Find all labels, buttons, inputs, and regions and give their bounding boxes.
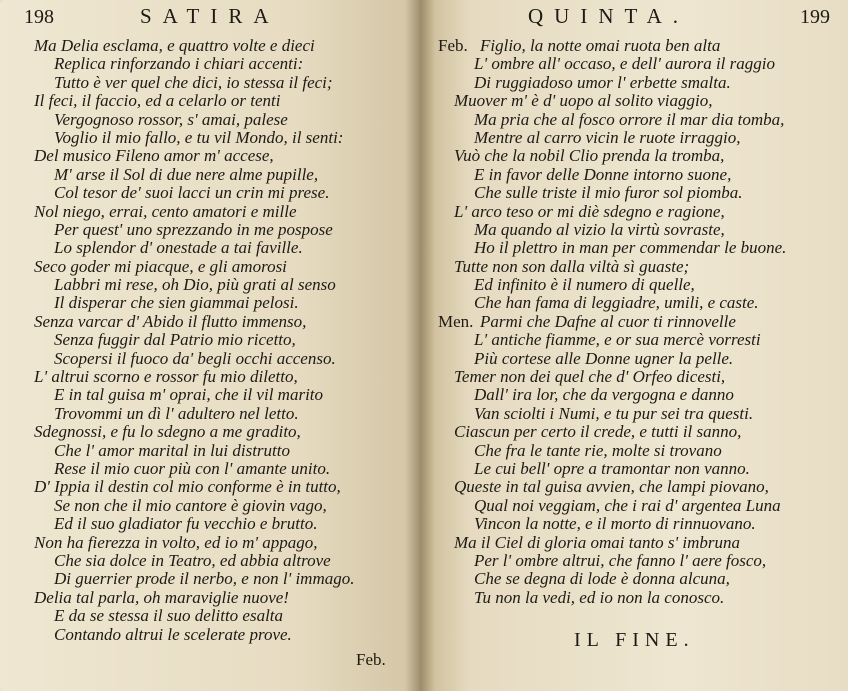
verse-text: Non ha fierezza in volto, ed io m' appago, bbox=[34, 532, 318, 552]
verse-text: L' ombre all' occaso, e dell' aurora il raggio bbox=[474, 54, 775, 74]
verse-line bbox=[438, 311, 848, 331]
verse-text: L' arco teso or mi diè sdegno e ragione, bbox=[454, 201, 725, 221]
verse-text: Il disperar che sien giammai pelosi. bbox=[54, 293, 299, 313]
speaker-label: Men. bbox=[438, 311, 474, 331]
verse-line bbox=[454, 111, 848, 129]
verse-text: Che fra le tante rie, molte si trovano bbox=[474, 440, 722, 460]
verse-text: Labbri mi rese, oh Dio, più grati al senso bbox=[54, 275, 336, 295]
verse-line bbox=[454, 478, 848, 496]
verse-line bbox=[34, 55, 420, 73]
left-catchword: Feb. bbox=[356, 650, 386, 669]
verse-text: D' Ippia il destin col mio conforme è in tutto, bbox=[34, 477, 341, 497]
verse-line bbox=[454, 203, 848, 221]
verse-text: Replica rinforzando i chiari accenti: bbox=[54, 54, 304, 74]
verse-text: Senza fuggir dal Patrio mio ricetto, bbox=[54, 330, 296, 350]
verse-line bbox=[454, 386, 848, 404]
verse-line bbox=[454, 221, 848, 239]
left-page-header bbox=[0, 2, 420, 36]
verse-text: Tutte non son dalla viltà sì guaste; bbox=[454, 256, 690, 276]
verse-text: Nol niego, errai, cento amatori e mille bbox=[34, 201, 297, 221]
verse-text: Ma il Ciel di gloria omai tanto s' imbruna bbox=[454, 532, 741, 552]
verse-line bbox=[454, 497, 848, 515]
verse-text: Scopersi il fuoco da' begli occhi accenso. bbox=[54, 348, 336, 368]
verse-text: Temer non dei quel che d' Orfeo dicesti, bbox=[454, 367, 726, 387]
verse-text: Van sciolti i Numi, e tu pur sei tra questi. bbox=[474, 403, 754, 423]
left-page bbox=[0, 0, 420, 691]
verse-line bbox=[34, 331, 420, 349]
verse-text: Col tesor de' suoi lacci un crin mi prese. bbox=[54, 183, 330, 203]
verse-text: L' altrui scorno e rossor fu mio diletto, bbox=[34, 367, 298, 387]
verse-text: Delia tal parla, oh maraviglie nuove! bbox=[34, 587, 289, 607]
verse-line bbox=[34, 552, 420, 570]
right-page-number: 199 bbox=[800, 6, 830, 28]
verse-text: Rese il mio cuor più con l' amante unito. bbox=[54, 458, 331, 478]
verse-text: Più cortese alle Donne ugner la pelle. bbox=[474, 348, 734, 368]
verse-line bbox=[34, 386, 420, 404]
verse-text: Seco goder mi piacque, e gli amorosi bbox=[34, 256, 287, 276]
verse-text: Figlio, la notte omai ruota ben alta bbox=[480, 36, 721, 55]
verse-text: Ed il suo gladiator fu vecchio e brutto. bbox=[54, 514, 318, 534]
verse-line bbox=[34, 184, 420, 202]
verse-line bbox=[454, 276, 848, 294]
verse-text: Mentre al carro vicin le ruote irraggio, bbox=[474, 127, 741, 147]
verse-line bbox=[454, 184, 848, 202]
verse-line bbox=[34, 534, 420, 552]
verse-text: Trovommi un dì l' adultero nel letto. bbox=[54, 403, 299, 423]
verse-line bbox=[454, 92, 848, 110]
verse-text: Queste in tal guisa avvien, che lampi piovano, bbox=[454, 477, 769, 497]
verse-line bbox=[454, 405, 848, 423]
verse-text: Senza varcar d' Abido il flutto immenso, bbox=[34, 311, 307, 331]
verse-text: E in favor delle Donne intorno suone, bbox=[474, 164, 732, 184]
verse-line bbox=[454, 423, 848, 441]
left-page-number: 198 bbox=[24, 6, 54, 28]
verse-text: Che sulle triste il mio furor sol piomba. bbox=[474, 183, 743, 203]
verse-text: Vuò che la nobil Clio prenda la tromba, bbox=[454, 146, 725, 166]
verse-text: Che l' amor marital in lui distrutto bbox=[54, 440, 290, 460]
right-page bbox=[420, 0, 848, 691]
verse-text: Tu non la vedi, ed io non la conosco. bbox=[474, 587, 725, 607]
verse-text: Il feci, il faccio, ed a celarlo or tenti bbox=[34, 91, 281, 111]
verse-line bbox=[34, 442, 420, 460]
verse-line bbox=[34, 203, 420, 221]
verse-text: Dall' ira lor, che da vergogna e danno bbox=[474, 385, 734, 405]
verse-text: Ciascun per certo il crede, e tutti il sanno, bbox=[454, 422, 742, 442]
verse-text: Ma Delia esclama, e quattro volte e dieci bbox=[34, 36, 315, 55]
verse-line bbox=[454, 129, 848, 147]
verse-line bbox=[454, 368, 848, 386]
verse-line bbox=[34, 607, 420, 625]
verse-line bbox=[454, 515, 848, 533]
verse-line bbox=[34, 423, 420, 441]
verse-line bbox=[34, 515, 420, 533]
verse-text: L' antiche fiamme, e or sua mercè vorresti bbox=[474, 330, 761, 350]
verse-text: Sdegnossi, e fu lo sdegno a me gradito, bbox=[34, 422, 301, 442]
verse-line bbox=[454, 74, 848, 92]
verse-text: Ho il plettro in man per commendar le buone. bbox=[474, 238, 787, 258]
verse-line bbox=[34, 350, 420, 368]
verse-line bbox=[454, 552, 848, 570]
verse-line bbox=[34, 626, 420, 644]
verse-text: Che han fama di leggiadre, umili, e caste. bbox=[474, 293, 759, 313]
verse-text: Le cui bell' opre a tramontar non vanno. bbox=[474, 458, 750, 478]
verse-text: Se non che il mio cantore è giovin vago, bbox=[54, 495, 327, 515]
verse-line bbox=[454, 570, 848, 588]
verse-line bbox=[454, 55, 848, 73]
verse-text: Ma quando al vizio la virtù sovraste, bbox=[474, 219, 725, 239]
verse-text: Del musico Fileno amor m' accese, bbox=[34, 146, 274, 166]
verse-text: Per quest' uno sprezzando in me pospose bbox=[54, 219, 333, 239]
right-page-header bbox=[420, 2, 848, 36]
verse-line bbox=[34, 405, 420, 423]
verse-line bbox=[34, 460, 420, 478]
left-verse-block bbox=[0, 37, 420, 644]
end-title: IL FINE. bbox=[574, 629, 695, 651]
verse-line bbox=[34, 313, 420, 331]
right-running-title: QUINTA. bbox=[528, 4, 690, 28]
verse-line bbox=[34, 221, 420, 239]
verse-line bbox=[34, 368, 420, 386]
verse-line bbox=[454, 350, 848, 368]
verse-text: Ed infinito è il numero di quelle, bbox=[474, 275, 695, 295]
verse-line bbox=[34, 111, 420, 129]
verse-line bbox=[34, 92, 420, 110]
verse-line bbox=[454, 239, 848, 257]
verse-line bbox=[438, 36, 848, 55]
verse-line bbox=[454, 166, 848, 184]
verse-line bbox=[34, 497, 420, 515]
verse-text: Ma pria che al fosco orrore il mar dia tomba, bbox=[474, 109, 785, 129]
verse-text: Che se degna di lode è donna alcuna, bbox=[474, 569, 730, 589]
verse-text: Muover m' è d' uopo al solito viaggio, bbox=[454, 91, 713, 111]
verse-text: Per l' ombre altrui, che fanno l' aere fosco, bbox=[474, 550, 767, 570]
verse-text: M' arse il Sol di due nere alme pupille, bbox=[54, 164, 319, 184]
verse-line bbox=[34, 258, 420, 276]
verse-text: Qual noi veggiam, che i rai d' argentea Luna bbox=[474, 495, 781, 515]
verse-line bbox=[454, 460, 848, 478]
verse-line bbox=[34, 74, 420, 92]
verse-line bbox=[454, 589, 848, 607]
right-verse-block bbox=[420, 37, 848, 607]
verse-line bbox=[34, 589, 420, 607]
verse-line bbox=[454, 331, 848, 349]
verse-text: Tutto è ver quel che dici, io stessa il feci; bbox=[54, 72, 333, 92]
verse-line bbox=[34, 166, 420, 184]
verse-line bbox=[34, 294, 420, 312]
speaker-label: Feb. bbox=[438, 36, 468, 55]
verse-text: Di guerrier prode il nerbo, e non l' immago. bbox=[54, 569, 355, 589]
verse-line bbox=[34, 478, 420, 496]
verse-line bbox=[454, 147, 848, 165]
verse-line bbox=[34, 570, 420, 588]
verse-line bbox=[34, 276, 420, 294]
verse-line bbox=[454, 442, 848, 460]
verse-text: Vincon la notte, e il morto di rinnuovano. bbox=[474, 514, 756, 534]
verse-line bbox=[454, 258, 848, 276]
verse-line bbox=[34, 37, 420, 55]
verse-text: Che sia dolce in Teatro, ed abbia altrove bbox=[54, 550, 331, 570]
verse-text: Parmi che Dafne al cuor ti rinnovelle bbox=[480, 311, 736, 331]
verse-text: Di ruggiadoso umor l' erbette smalta. bbox=[474, 72, 731, 92]
verse-text: Vergognoso rossor, s' amai, palese bbox=[54, 109, 288, 129]
verse-line bbox=[454, 534, 848, 552]
verse-line bbox=[34, 147, 420, 165]
verse-text: Voglio il mio fallo, e tu vil Mondo, il senti: bbox=[54, 127, 344, 147]
verse-line bbox=[454, 294, 848, 312]
verse-text: E da se stessa il suo delitto esalta bbox=[54, 606, 284, 626]
verse-line bbox=[34, 239, 420, 257]
verse-text: Contando altrui le scelerate prove. bbox=[54, 624, 292, 644]
left-running-title: SATIRA bbox=[140, 4, 280, 28]
verse-text: E in tal guisa m' oprai, che il vil marito bbox=[54, 385, 324, 405]
verse-text: Lo splendor d' onestade a tai faville. bbox=[54, 238, 303, 258]
verse-line bbox=[34, 129, 420, 147]
